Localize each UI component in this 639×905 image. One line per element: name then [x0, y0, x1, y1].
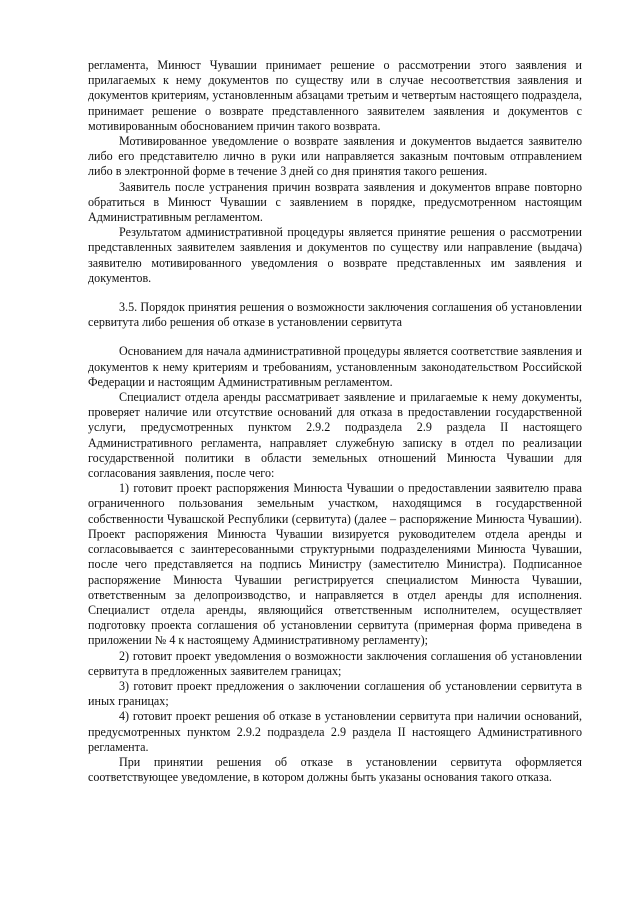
section-heading-3-5: 3.5. Порядок принятия решения о возможности заключения соглашения об установлении сервитута либо решения об отказе в установлении сервитута [88, 300, 582, 330]
list-item-4-draft-refusal: 4) готовит проект решения об отказе в установлении сервитута при наличии оснований, предусмотренных пунктом 2.9.2 подраздела 2.9 раздела II настоящего Административного регламента. [88, 709, 582, 754]
document-page [88, 58, 582, 785]
paragraph-procedure-basis: Основанием для начала административной процедуры является соответствие заявления и документов к нему критериям и требованиям, установленным законодательством Российской Федерации и настоящим Административным регламентом. [88, 344, 582, 389]
paragraph-specialist-review: Специалист отдела аренды рассматривает заявление и прилагаемые к нему документы, проверяет наличие или отсутствие оснований для отказа в предоставлении государственной услуги, предусмотренных пунктом 2.9.2 подраздела 2.9 раздела II настоящего Административного регламента, направляет служебную записку в отдел по реализации государственной политики в области земельных отношений Минюста Чувашии для согласования заявления, после чего: [88, 390, 582, 481]
paragraph-return-decision: регламента, Минюст Чувашии принимает решение о рассмотрении этого заявления и прилагаемых к нему документов по существу или в случае несоответствия заявления и документов критериям, установленным абзацами третьим и четвертым настоящего подраздела, принимает решение о возврате представленного заявителем заявления и документов с мотивированным обоснованием причин такого возврата. [88, 58, 582, 133]
list-item-1-draft-order: 1) готовит проект распоряжения Минюста Чувашии о предоставлении заявителю права ограниченного пользования земельным участком, находящимся в государственной собственности Чувашской Республики (сервитута) (далее – распоряжение Минюста Чувашии). Проект распоряжения Минюста Чувашии визируется руководителем отдела аренды и согласовывается с заинтересованными структурными подразделениями Минюста Чувашии, после чего представляется на подпись Министру (заместителю Министра). Подписанное распоряжение Минюста Чувашии регистрируется специалистом Минюста Чувашии, ответственным за делопроизводство, и направляется в отдел аренды для исполнения. Специалист отдела аренды, являющийся ответственным исполнителем, осуществляет подготовку проекта соглашения об установлении сервитута (примерная форма приведена в приложении № 4 к настоящему Административному регламенту); [88, 481, 582, 648]
list-item-2-draft-notice: 2) готовит проект уведомления о возможности заключения соглашения об установлении сервитута в предложенных заявителем границах; [88, 648, 582, 678]
spacer [88, 286, 582, 300]
paragraph-refusal-notice: При принятии решения об отказе в установлении сервитута оформляется соответствующее уведомление, в котором должны быть указаны основания такого отказа. [88, 754, 582, 785]
spacer [88, 330, 582, 344]
paragraph-procedure-result: Результатом административной процедуры является принятие решения о рассмотрении представленных заявителем заявления и документов по существу или направление (выдача) заявителю мотивированного уведомления о возврате представленных им заявления и документов. [88, 225, 582, 285]
paragraph-repeat-application: Заявитель после устранения причин возврата заявления и документов вправе повторно обратиться в Минюст Чувашии с заявлением в порядке, предусмотренном настоящим Административным регламентом. [88, 179, 582, 225]
paragraph-motivated-notice: Мотивированное уведомление о возврате заявления и документов выдается заявителю либо его представителю лично в руки или направляется заказным почтовым отправлением либо в электронной форме в течение 3 дней со дня принятия такого решения. [88, 134, 582, 179]
list-item-3-draft-proposal: 3) готовит проект предложения о заключении соглашения об установлении сервитута в иных границах; [88, 678, 582, 709]
